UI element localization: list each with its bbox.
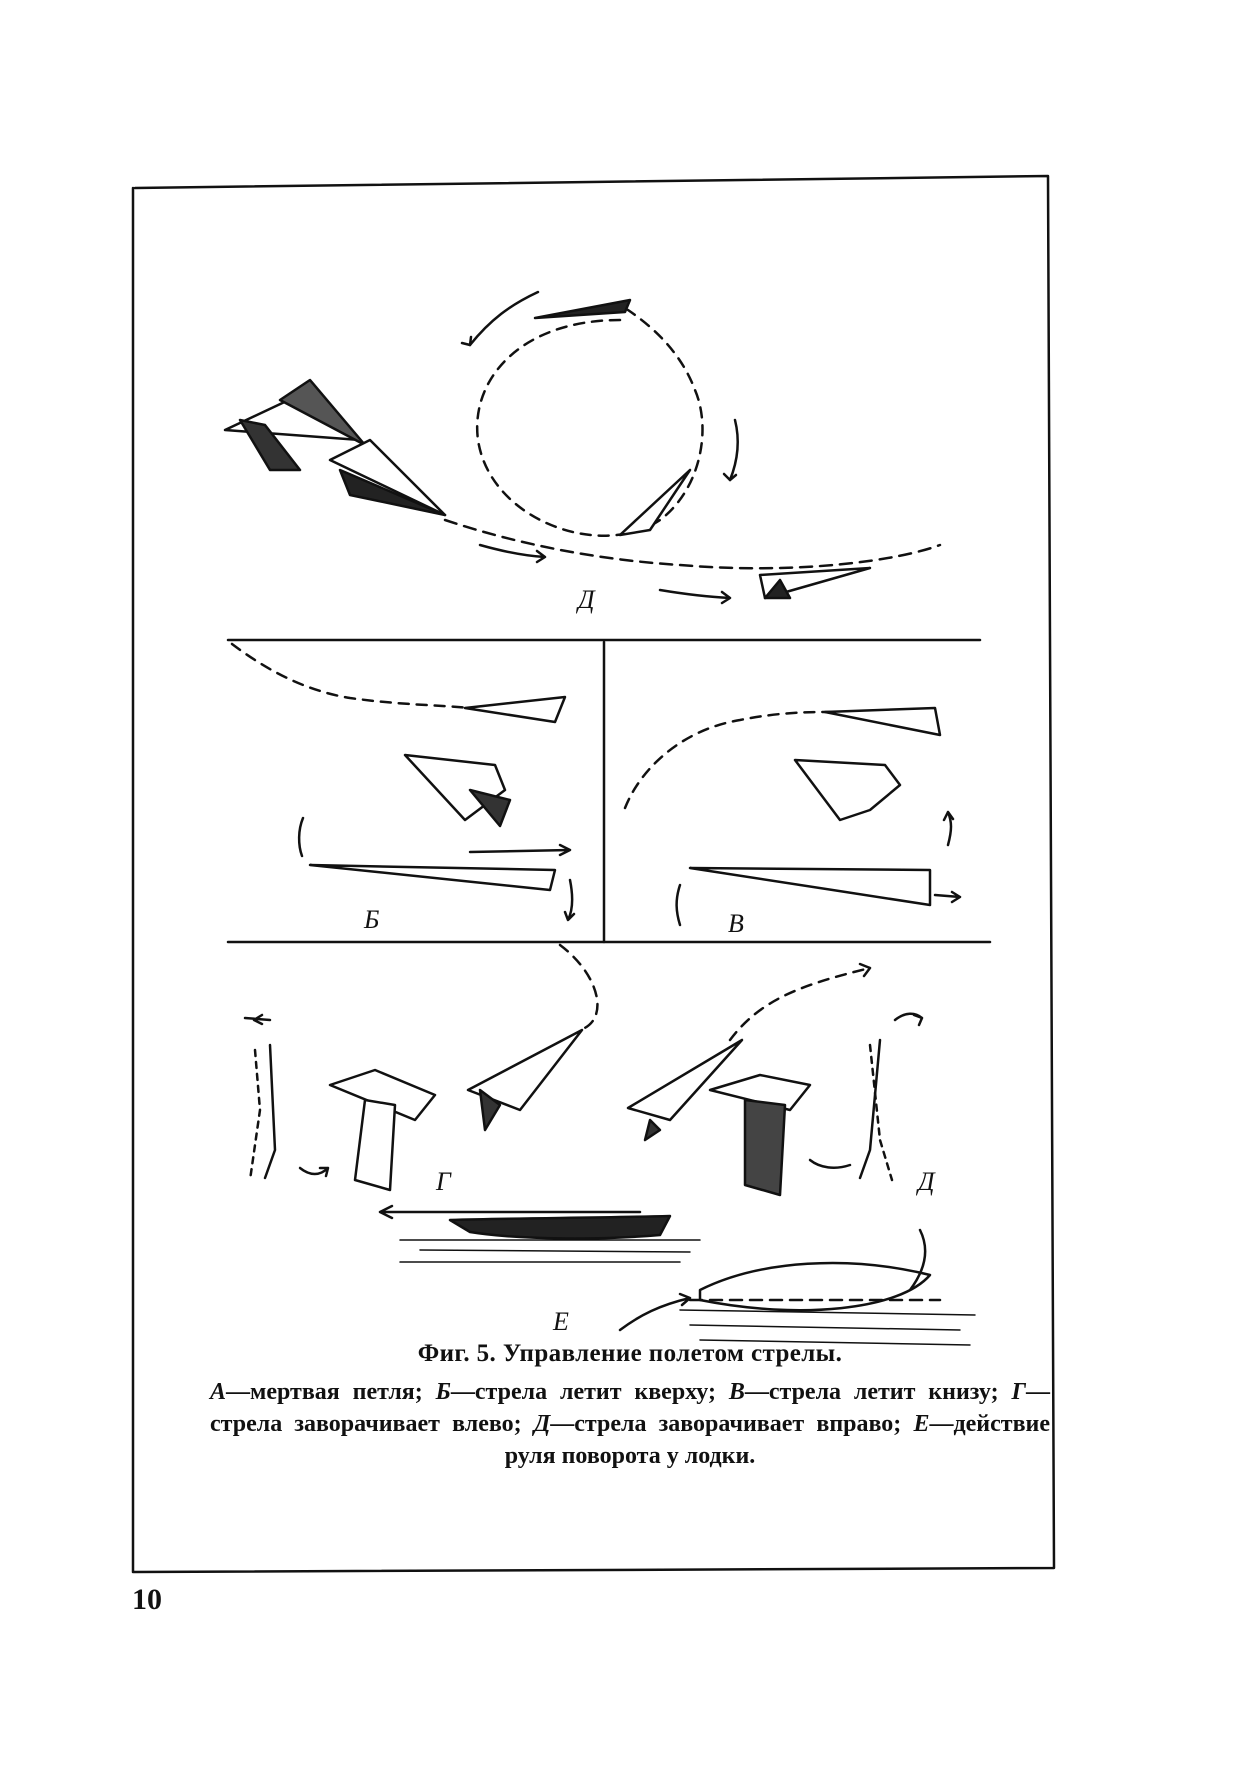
- caption-title: Фиг. 5. Управление полетом стрелы.: [417, 1340, 843, 1367]
- legend-letter: Б: [435, 1379, 451, 1405]
- legend-text: —стрела заворачивает вправо;: [550, 1411, 914, 1437]
- panel-b-upward: [232, 644, 574, 920]
- panel-v-downward: [625, 708, 960, 925]
- panel-label-d: Д: [918, 1167, 935, 1196]
- panel-g-left-turn: [245, 945, 597, 1190]
- legend-text: —стрела летит книзу;: [744, 1379, 1012, 1405]
- panel-d-right-turn: [628, 964, 922, 1195]
- panel-label-b: Б: [364, 905, 380, 934]
- legend-letter: Д: [533, 1411, 551, 1437]
- legend-letter: Г: [1011, 1379, 1026, 1405]
- panel-label-g: Г: [436, 1167, 451, 1196]
- panel-a-loop: [225, 292, 940, 603]
- panel-label-v: В: [728, 909, 744, 938]
- figure-caption: [200, 1340, 1060, 1472]
- legend-text: —действие руля поворота у лодки.: [504, 1411, 1051, 1469]
- legend-text: —стрела летит кверху;: [450, 1379, 729, 1405]
- caption-legend: [200, 1376, 1060, 1472]
- panel-label-a: Д: [578, 585, 595, 614]
- legend-text: —стрела заворачивает влево;: [210, 1379, 1050, 1437]
- panel-e-boat-rudder: [380, 1206, 975, 1345]
- legend-letter: А: [210, 1379, 227, 1405]
- panel-label-e: Е: [553, 1307, 569, 1336]
- legend-letter: Е: [913, 1411, 930, 1437]
- legend-letter: В: [728, 1379, 745, 1405]
- page-number: 10: [132, 1583, 162, 1616]
- legend-text: —мертвая петля;: [226, 1379, 436, 1405]
